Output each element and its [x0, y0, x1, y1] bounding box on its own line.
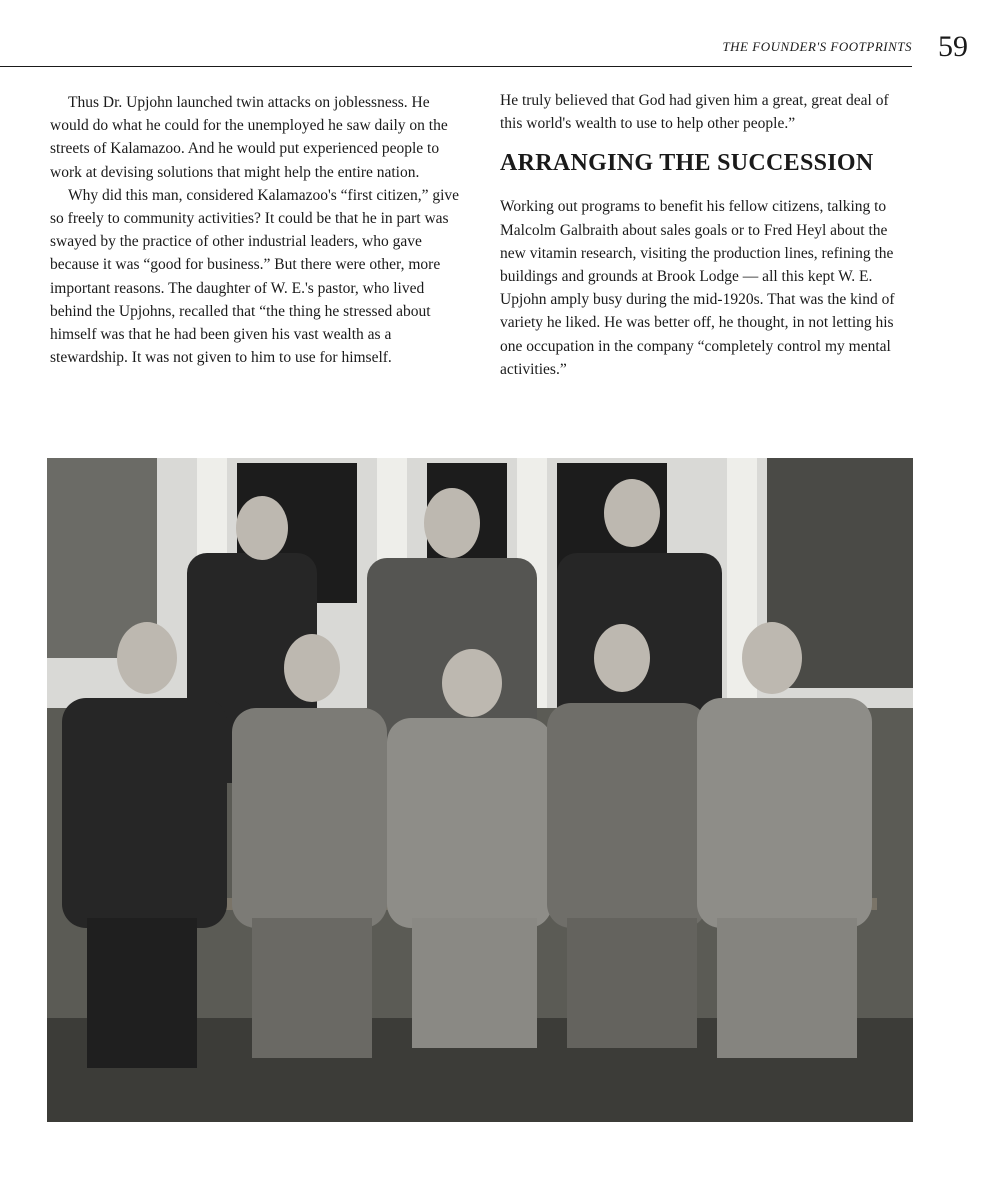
group-photograph — [47, 458, 913, 1122]
page-number: 59 — [938, 30, 968, 63]
photograph-illustration — [47, 458, 913, 1122]
running-head — [0, 30, 1000, 70]
header-rule — [0, 66, 912, 67]
paragraph-continuation: He truly believed that God had given him a great, great deal of this world's wealth to use to help other people.” — [500, 92, 889, 133]
left-column — [50, 91, 460, 369]
paragraph: Why did this man, considered Kalamazoo's “first citizen,” give so freely to community activities? It could be that he in part was swayed by the practice of other industrial leaders, who gave because it was “good for business.” But there were other, more important reasons. The daughter of W. E.'s pastor, who lived behind the Upjohns, recalled that “the thing he stressed about himself was that he had been given his vast wealth as a stewardship. It was not given to him to use for himself. — [50, 186, 460, 367]
paragraph: Thus Dr. Upjohn launched twin attacks on joblessness. He would do what he could for the unemployed he saw daily on the streets of Kalamazoo. And he would put experienced people to work at devising solutions that might help the entire nation. — [50, 94, 448, 181]
right-column — [500, 89, 910, 381]
running-title: THE FOUNDER'S FOOTPRINTS — [722, 39, 912, 54]
paragraph: Working out programs to benefit his fellow citizens, talking to Malcolm Galbraith about sales goals or to Fred Heyl about the new vitamin research, visiting the production lines, refining the buildings and grounds at Brook Lodge — all this kept W. E. Upjohn amply busy during the mid-1920s. That was the kind of variety he liked. He was better off, he thought, in not letting his one occupation in the company “completely control my mental activities.” — [500, 198, 895, 378]
section-heading: ARRANGING THE SUCCESSION — [500, 150, 874, 177]
